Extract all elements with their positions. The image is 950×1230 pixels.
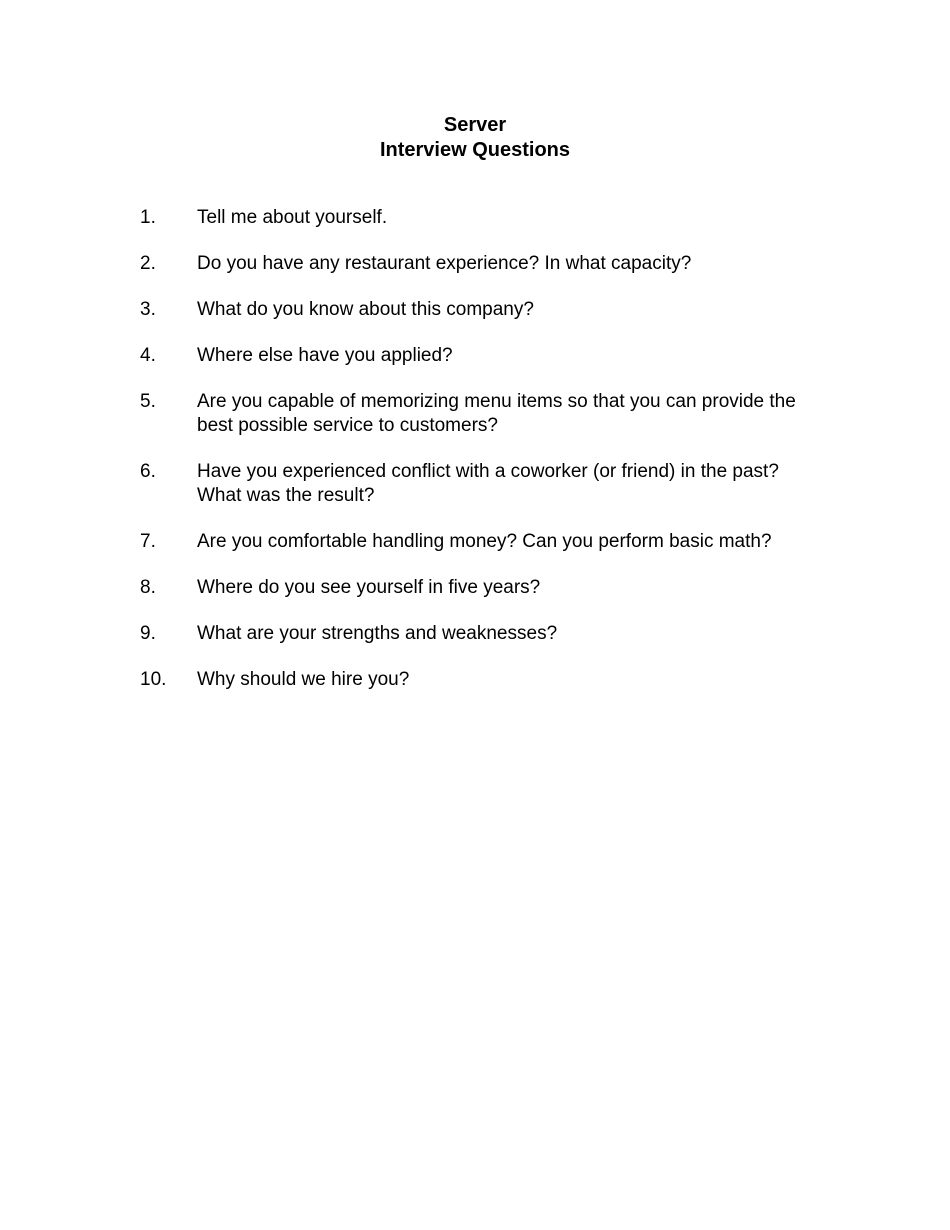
question-text: What do you know about this company? xyxy=(197,299,534,320)
question-number: 7. xyxy=(140,531,156,552)
question-number: 5. xyxy=(140,391,156,412)
question-text: Have you experienced conflict with a coworker (or friend) in the past? What was the result? xyxy=(197,461,779,506)
question-item xyxy=(140,344,830,368)
question-item xyxy=(140,298,830,322)
question-number: 3. xyxy=(140,299,156,320)
question-text: Tell me about yourself. xyxy=(197,207,388,228)
question-item xyxy=(140,668,830,692)
question-text: What are your strengths and weaknesses? xyxy=(197,623,558,644)
question-number: 9. xyxy=(140,623,156,644)
question-item xyxy=(140,390,830,438)
question-number: 4. xyxy=(140,345,156,366)
question-text: Where do you see yourself in five years? xyxy=(197,577,541,598)
question-text: Do you have any restaurant experience? In what capacity? xyxy=(197,253,692,274)
question-item xyxy=(140,576,830,600)
question-number: 2. xyxy=(140,253,156,274)
question-text: Why should we hire you? xyxy=(197,669,410,690)
question-number: 6. xyxy=(140,461,156,482)
question-number: 10. xyxy=(140,669,167,690)
question-list xyxy=(140,206,830,714)
question-item xyxy=(140,530,830,554)
question-number: 8. xyxy=(140,577,156,598)
title-job-role: Server xyxy=(443,114,507,136)
question-text: Are you comfortable handling money? Can you perform basic math? xyxy=(197,531,772,552)
title-subtitle: Interview Questions xyxy=(379,139,571,161)
question-item xyxy=(140,460,830,508)
question-item xyxy=(140,206,830,230)
question-item xyxy=(140,622,830,646)
question-text: Where else have you applied? xyxy=(197,345,453,366)
document-title xyxy=(0,113,950,163)
question-text: Are you capable of memorizing menu items so that you can provide the best possible service to customers? xyxy=(197,391,796,436)
question-item xyxy=(140,252,830,276)
question-number: 1. xyxy=(140,207,156,228)
